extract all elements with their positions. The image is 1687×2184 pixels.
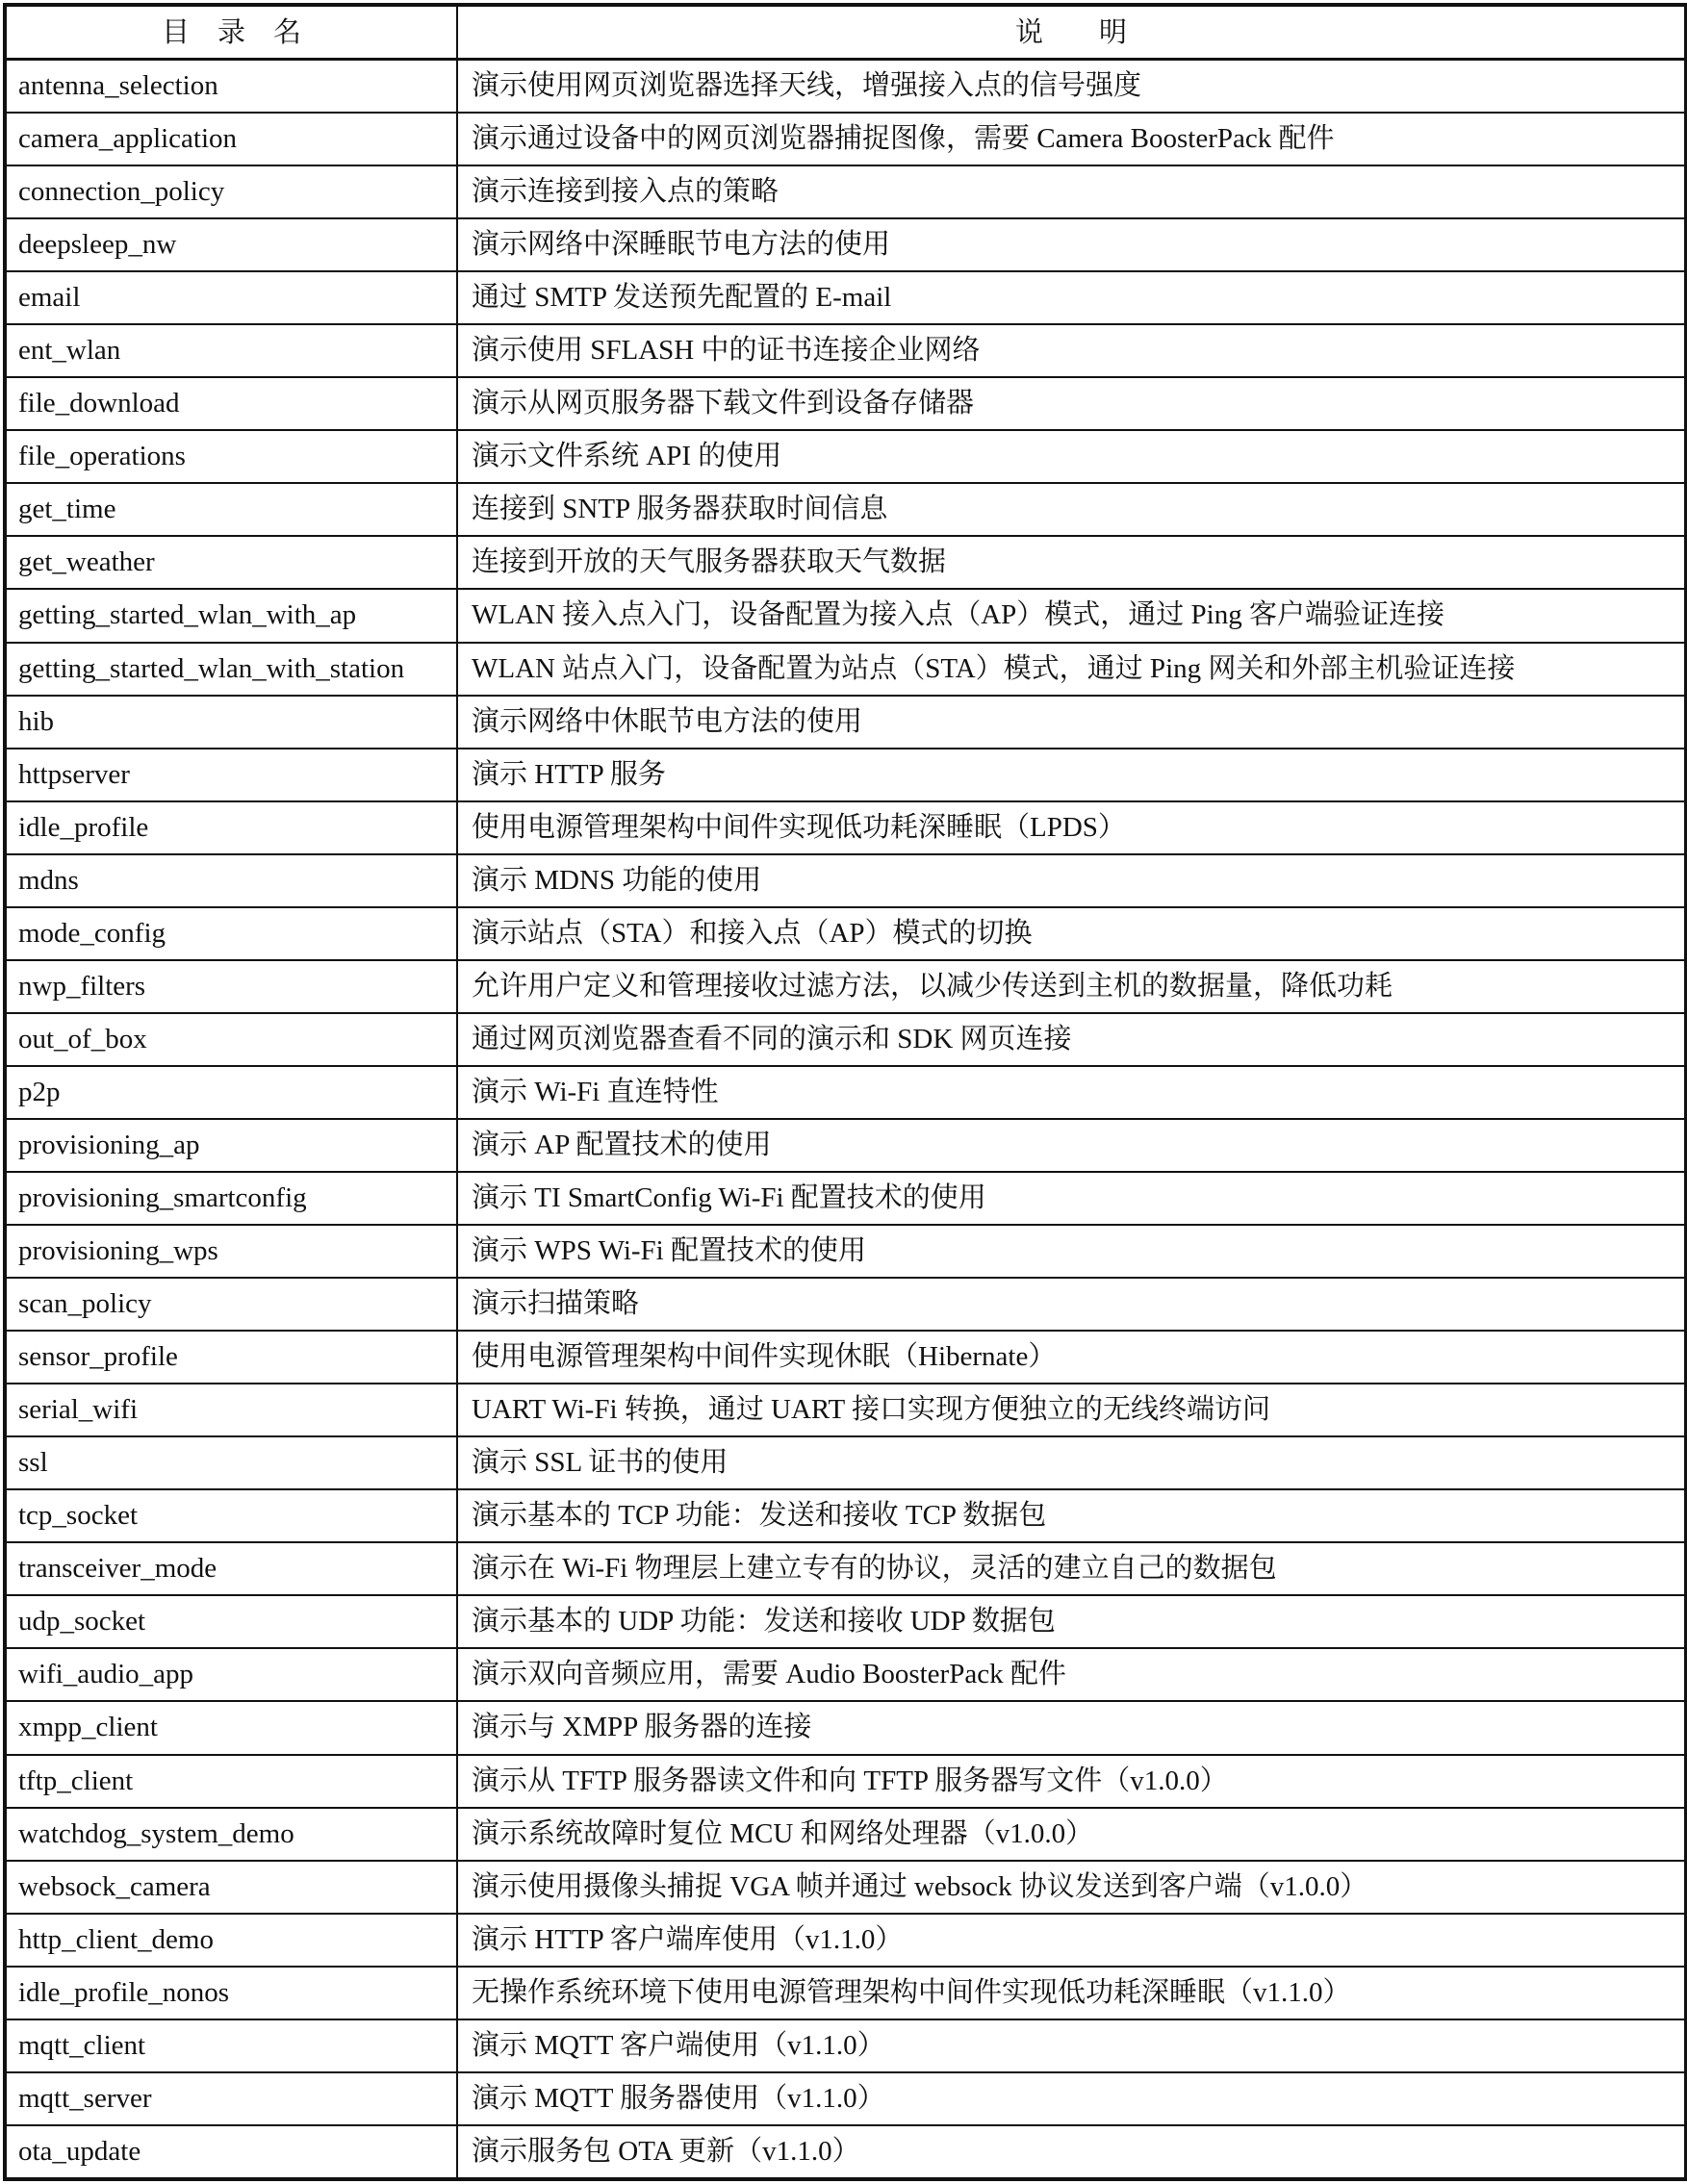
table-row xyxy=(5,165,1686,218)
description-cell: 演示从 TFTP 服务器读文件和向 TFTP 服务器写文件（v1.0.0） xyxy=(457,1755,1686,1808)
description-cell: 演示 MQTT 服务器使用（v1.1.0） xyxy=(457,2072,1686,2125)
directory-name-cell: email xyxy=(5,271,457,324)
description-cell: 无操作系统环境下使用电源管理架构中间件实现低功耗深睡眠（v1.1.0） xyxy=(457,1967,1686,2019)
directory-name-cell: httpserver xyxy=(5,749,457,801)
description-cell: 演示 MDNS 功能的使用 xyxy=(457,854,1686,907)
directory-name-cell: ssl xyxy=(5,1436,457,1489)
description-cell: 演示站点（STA）和接入点（AP）模式的切换 xyxy=(457,907,1686,960)
directory-name-cell: antenna_selection xyxy=(5,60,457,114)
directory-name-cell: file_download xyxy=(5,377,457,430)
table-row xyxy=(5,643,1686,696)
table-row xyxy=(5,2072,1686,2125)
table-row xyxy=(5,1914,1686,1967)
directory-name-cell: websock_camera xyxy=(5,1861,457,1914)
table-row xyxy=(5,113,1686,165)
table-row xyxy=(5,430,1686,483)
table-row xyxy=(5,324,1686,377)
directory-name-cell: getting_started_wlan_with_station xyxy=(5,643,457,696)
directory-name-cell: mdns xyxy=(5,854,457,907)
directory-name-cell: xmpp_client xyxy=(5,1701,457,1754)
description-cell: 演示 AP 配置技术的使用 xyxy=(457,1119,1686,1172)
table-row xyxy=(5,218,1686,271)
description-cell: 演示与 XMPP 服务器的连接 xyxy=(457,1701,1686,1754)
directory-name-cell: ota_update xyxy=(5,2125,457,2179)
table-row xyxy=(5,1701,1686,1754)
description-cell: 演示使用 SFLASH 中的证书连接企业网络 xyxy=(457,324,1686,377)
directory-name-cell: sensor_profile xyxy=(5,1331,457,1384)
description-cell: 演示网络中深睡眠节电方法的使用 xyxy=(457,218,1686,271)
table-row xyxy=(5,1595,1686,1648)
directory-name-cell: file_operations xyxy=(5,430,457,483)
table-row xyxy=(5,801,1686,854)
description-cell: 演示连接到接入点的策略 xyxy=(457,165,1686,218)
directory-name-cell: idle_profile xyxy=(5,801,457,854)
directory-name-cell: scan_policy xyxy=(5,1278,457,1331)
header-description: 说 明 xyxy=(457,5,1686,60)
description-cell: 演示 TI SmartConfig Wi-Fi 配置技术的使用 xyxy=(457,1172,1686,1225)
directory-name-cell: mqtt_client xyxy=(5,2019,457,2072)
table-row xyxy=(5,483,1686,536)
directory-name-cell: getting_started_wlan_with_ap xyxy=(5,589,457,642)
description-cell: 演示 Wi-Fi 直连特性 xyxy=(457,1066,1686,1119)
directory-name-cell: hib xyxy=(5,696,457,749)
table-row xyxy=(5,1861,1686,1914)
description-cell: 演示服务包 OTA 更新（v1.1.0） xyxy=(457,2125,1686,2179)
directory-name-cell: wifi_audio_app xyxy=(5,1648,457,1701)
directory-name-cell: out_of_box xyxy=(5,1013,457,1066)
description-cell: 连接到开放的天气服务器获取天气数据 xyxy=(457,536,1686,589)
description-cell: 演示网络中休眠节电方法的使用 xyxy=(457,696,1686,749)
directory-name-cell: idle_profile_nonos xyxy=(5,1967,457,2019)
description-cell: 演示通过设备中的网页浏览器捕捉图像，需要 Camera BoosterPack 配件 xyxy=(457,113,1686,165)
description-cell: 演示系统故障时复位 MCU 和网络处理器（v1.0.0） xyxy=(457,1808,1686,1861)
directory-name-cell: nwp_filters xyxy=(5,960,457,1013)
directory-name-cell: camera_application xyxy=(5,113,457,165)
description-cell: 演示基本的 TCP 功能：发送和接收 TCP 数据包 xyxy=(457,1489,1686,1542)
description-cell: 通过 SMTP 发送预先配置的 E-mail xyxy=(457,271,1686,324)
directory-name-cell: provisioning_smartconfig xyxy=(5,1172,457,1225)
table-row xyxy=(5,1542,1686,1595)
table-row xyxy=(5,2019,1686,2072)
directory-name-cell: mqtt_server xyxy=(5,2072,457,2125)
table-row xyxy=(5,960,1686,1013)
description-cell: UART Wi-Fi 转换，通过 UART 接口实现方便独立的无线终端访问 xyxy=(457,1384,1686,1436)
table-row xyxy=(5,271,1686,324)
description-cell: 使用电源管理架构中间件实现低功耗深睡眠（LPDS） xyxy=(457,801,1686,854)
header-directory-name: 目 录 名 xyxy=(5,5,457,60)
description-cell: 演示扫描策略 xyxy=(457,1278,1686,1331)
table-row xyxy=(5,1384,1686,1436)
description-cell: 连接到 SNTP 服务器获取时间信息 xyxy=(457,483,1686,536)
description-cell: WLAN 站点入门，设备配置为站点（STA）模式，通过 Ping 网关和外部主机验证连接 xyxy=(457,643,1686,696)
description-cell: WLAN 接入点入门，设备配置为接入点（AP）模式，通过 Ping 客户端验证连接 xyxy=(457,589,1686,642)
description-cell: 通过网页浏览器查看不同的演示和 SDK 网页连接 xyxy=(457,1013,1686,1066)
directory-name-cell: get_weather xyxy=(5,536,457,589)
directory-name-cell: udp_socket xyxy=(5,1595,457,1648)
table-row xyxy=(5,907,1686,960)
directory-name-cell: serial_wifi xyxy=(5,1384,457,1436)
table-row xyxy=(5,749,1686,801)
table-row xyxy=(5,1225,1686,1278)
description-cell: 演示 HTTP 客户端库使用（v1.1.0） xyxy=(457,1914,1686,1967)
table-row xyxy=(5,1172,1686,1225)
directory-name-cell: deepsleep_nw xyxy=(5,218,457,271)
table-row xyxy=(5,1436,1686,1489)
table-row xyxy=(5,589,1686,642)
directory-name-cell: p2p xyxy=(5,1066,457,1119)
table-row xyxy=(5,854,1686,907)
description-cell: 演示 HTTP 服务 xyxy=(457,749,1686,801)
description-cell: 演示文件系统 API 的使用 xyxy=(457,430,1686,483)
table-row xyxy=(5,1066,1686,1119)
table-row xyxy=(5,1755,1686,1808)
description-cell: 演示 MQTT 客户端使用（v1.1.0） xyxy=(457,2019,1686,2072)
table-row xyxy=(5,60,1686,114)
description-cell: 使用电源管理架构中间件实现休眠（Hibernate） xyxy=(457,1331,1686,1384)
directory-name-cell: connection_policy xyxy=(5,165,457,218)
table-row xyxy=(5,1648,1686,1701)
description-cell: 演示 SSL 证书的使用 xyxy=(457,1436,1686,1489)
table-row xyxy=(5,1119,1686,1172)
directory-name-cell: provisioning_wps xyxy=(5,1225,457,1278)
directory-name-cell: get_time xyxy=(5,483,457,536)
table-row xyxy=(5,1278,1686,1331)
description-cell: 演示 WPS Wi-Fi 配置技术的使用 xyxy=(457,1225,1686,1278)
description-cell: 演示双向音频应用，需要 Audio BoosterPack 配件 xyxy=(457,1648,1686,1701)
table-row xyxy=(5,1331,1686,1384)
directory-name-cell: ent_wlan xyxy=(5,324,457,377)
description-cell: 演示使用网页浏览器选择天线，增强接入点的信号强度 xyxy=(457,60,1686,114)
table-row xyxy=(5,1489,1686,1542)
table-row xyxy=(5,1808,1686,1861)
table-body xyxy=(5,60,1686,2180)
table-row xyxy=(5,536,1686,589)
directory-name-cell: tcp_socket xyxy=(5,1489,457,1542)
description-cell: 演示使用摄像头捕捉 VGA 帧并通过 websock 协议发送到客户端（v1.0.0） xyxy=(457,1861,1686,1914)
table-row xyxy=(5,1013,1686,1066)
directory-table xyxy=(3,3,1687,2181)
description-cell: 演示在 Wi-Fi 物理层上建立专有的协议，灵活的建立自己的数据包 xyxy=(457,1542,1686,1595)
description-cell: 允许用户定义和管理接收过滤方法，以减少传送到主机的数据量，降低功耗 xyxy=(457,960,1686,1013)
directory-name-cell: provisioning_ap xyxy=(5,1119,457,1172)
directory-name-cell: tftp_client xyxy=(5,1755,457,1808)
table-row xyxy=(5,696,1686,749)
table-header-row xyxy=(5,5,1686,60)
directory-name-cell: transceiver_mode xyxy=(5,1542,457,1595)
directory-name-cell: mode_config xyxy=(5,907,457,960)
table-row xyxy=(5,1967,1686,2019)
table-row xyxy=(5,377,1686,430)
directory-name-cell: http_client_demo xyxy=(5,1914,457,1967)
table-row xyxy=(5,2125,1686,2179)
description-cell: 演示从网页服务器下载文件到设备存储器 xyxy=(457,377,1686,430)
directory-name-cell: watchdog_system_demo xyxy=(5,1808,457,1861)
description-cell: 演示基本的 UDP 功能：发送和接收 UDP 数据包 xyxy=(457,1595,1686,1648)
